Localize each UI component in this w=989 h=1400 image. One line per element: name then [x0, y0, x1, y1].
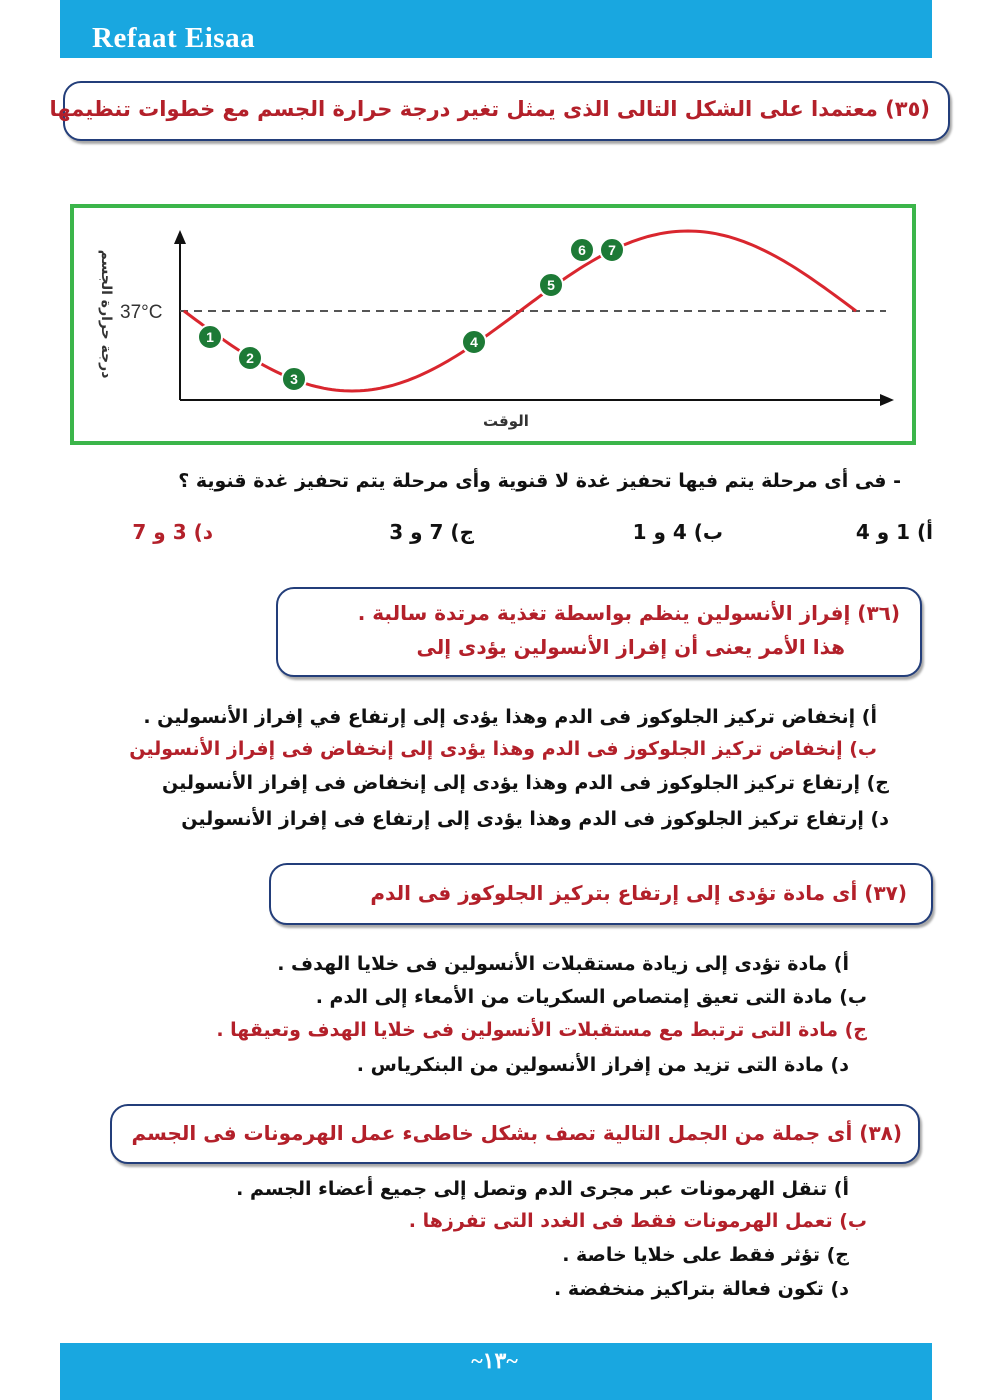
temperature-figure: [70, 204, 916, 445]
choice-d[interactable]: د) 3 و 7: [132, 520, 213, 544]
question-35-text: - فى أى مرحلة يتم فيها تحفيز غدة لا قنوية وأى مرحلة يتم تحفيز غدة قنوية ؟: [178, 470, 901, 492]
choice-a[interactable]: أ) 1 و 4: [855, 520, 933, 544]
svg-text:6: 6: [578, 242, 586, 258]
q36-option-d[interactable]: د) إرتفاع تركيز الجلوكوز فى الدم وهذا يؤدى إلى إرتفاع فى إفراز الأنسولين: [181, 808, 889, 830]
y-axis-label: درجة حرارة الجسم: [98, 249, 114, 379]
q37-option-b[interactable]: ب) مادة التى تعيق إمتصاص السكريات من الأمعاء إلى الدم .: [315, 986, 867, 1008]
question-38-prompt: (٣٨) أى جملة من الجمل التالية تصف بشكل خاطىء عمل الهرمونات فى الجسم: [131, 1121, 902, 1145]
choice-b[interactable]: ب) 4 و 1: [632, 520, 723, 544]
reference-label: 37°C: [120, 302, 163, 323]
x-axis-label: الوقت: [483, 412, 529, 430]
question-36-box: [276, 587, 922, 677]
q36-option-a[interactable]: أ) إنخفاض تركيز الجلوكوز فى الدم وهذا يؤدى إلى إرتفاع في إفراز الأنسولين .: [143, 706, 877, 728]
question-36-prompt-line1: (٣٦) إفراز الأنسولين ينظم بواسطة تغذية مرتدة سالبة .: [357, 601, 900, 625]
page-number: ~١٣~: [471, 1348, 518, 1373]
svg-text:7: 7: [608, 242, 616, 258]
svg-text:4: 4: [470, 334, 478, 350]
question-36-prompt-line2: هذا الأمر يعنى أن إفراز الأنسولين يؤدى إلى: [416, 635, 845, 659]
q38-option-a[interactable]: أ) تنقل الهرمونات عبر مجرى الدم وتصل إلى جميع أعضاء الجسم .: [236, 1178, 849, 1200]
q38-option-d[interactable]: د) تكون فعالة بتراكيز منخفضة .: [554, 1278, 849, 1300]
step-marker-5: [539, 273, 563, 297]
question-38-box: [110, 1104, 920, 1164]
choice-c[interactable]: ج) 7 و 3: [389, 520, 474, 544]
step-marker-6: [570, 238, 594, 262]
question-37-prompt: (٣٧) أى مادة تؤدى إلى إرتفاع بتركيز الجلوكوز فى الدم: [370, 881, 907, 905]
step-marker-2: [238, 346, 262, 370]
y-axis-arrow: [174, 230, 186, 244]
q37-option-d[interactable]: د) مادة التى تزيد من إفراز الأنسولين من البنكرياس .: [356, 1054, 849, 1076]
temperature-chart: [74, 208, 912, 441]
q37-option-a[interactable]: أ) مادة تؤدى إلى زيادة مستقبلات الأنسولين فى خلايا الهدف .: [277, 953, 849, 975]
svg-text:2: 2: [246, 350, 254, 366]
author-name: Refaat Eisaa: [92, 22, 256, 54]
svg-text:3: 3: [290, 371, 298, 387]
step-markers: [198, 238, 624, 391]
step-marker-4: [462, 330, 486, 354]
q38-option-b[interactable]: ب) تعمل الهرمونات فقط فى الغدد التى تفرزها .: [408, 1210, 867, 1232]
question-35-box: [49, 81, 950, 141]
step-marker-3: [282, 367, 306, 391]
q36-option-b[interactable]: ب) إنخفاض تركيز الجلوكوز فى الدم وهذا يؤدى إلى إنخفاض فى إفراز الأنسولين: [129, 738, 877, 760]
q36-option-c[interactable]: ج) إرتفاع تركيز الجلوكوز فى الدم وهذا يؤدى إلى إنخفاض فى إفراز الأنسولين: [161, 772, 889, 794]
q37-option-c[interactable]: ج) مادة التى ترتبط مع مستقبلات الأنسولين فى خلايا الهدف وتعيقها .: [216, 1019, 867, 1041]
step-marker-7: [600, 238, 624, 262]
q38-option-c[interactable]: ج) تؤثر فقط على خلايا خاصة .: [562, 1244, 849, 1266]
step-marker-1: [198, 325, 222, 349]
svg-text:5: 5: [547, 277, 555, 293]
x-axis-arrow: [880, 394, 894, 406]
question-37-box: [269, 863, 933, 925]
svg-text:1: 1: [206, 329, 214, 345]
question-35-prompt: (٣٥) معتمدا على الشكل التالى الذى يمثل تغير درجة حرارة الجسم مع خطوات تنظيمها: [49, 97, 930, 121]
